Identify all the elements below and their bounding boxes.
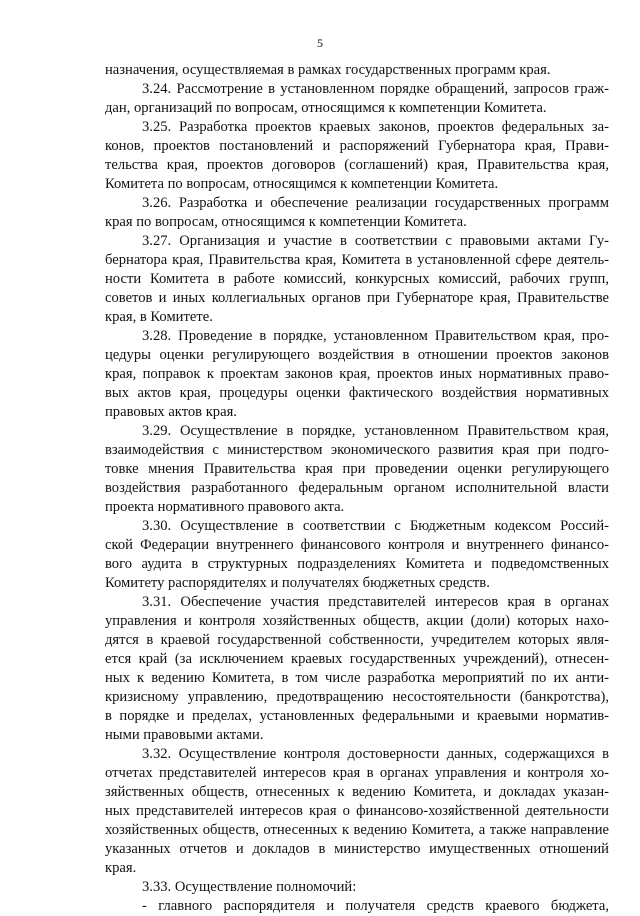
text-line: в порядке и пределах, установленных федеральными и краевыми норматив- xyxy=(105,708,609,724)
paragraph-first-line: 3.30. Осуществление в соответствии с Бюджетным кодексом Россий- xyxy=(142,518,609,534)
text-line: вых актов края, процедуры оценки фактического воздействия нормативных xyxy=(105,385,609,401)
text-line: Комитета по вопросам, относящимся к компетенции Комитета. xyxy=(105,176,499,192)
text-line: края, в Комитете. xyxy=(105,309,213,325)
paragraph-first-line: 3.27. Организация и участие в соответствии с правовыми актами Гу- xyxy=(142,233,609,249)
text-line: дан, организаций по вопросам, относящимся к компетенции Комитета. xyxy=(105,100,547,116)
paragraph-first-line: 3.25. Разработка проектов краевых законов, проектов федеральных за- xyxy=(142,119,609,135)
text-line: тельства края, проектов договоров (соглашений) края, Правительства края, xyxy=(105,157,609,173)
text-line: правовых актов края. xyxy=(105,404,237,420)
text-line: ных к ведению Комитета, в том числе разработка мероприятий по их анти- xyxy=(105,670,609,686)
text-line: кризисному управлению, предотвращению несостоятельности (банкротства), xyxy=(105,689,609,705)
text-line: ными правовыми актами. xyxy=(105,727,264,743)
paragraph-first-line: 3.29. Осуществление в порядке, установленном Правительством края, xyxy=(142,423,609,439)
paragraph-first-line: 3.33. Осуществление полномочий: xyxy=(142,879,357,895)
paragraph-first-line: 3.24. Рассмотрение в установленном порядке обращений, запросов граж- xyxy=(142,81,609,97)
text-line: края. xyxy=(105,860,137,876)
text-line: назначения, осуществляемая в рамках государственных программ края. xyxy=(105,62,551,78)
paragraph-first-line: 3.28. Проведение в порядке, установленном Правительством края, про- xyxy=(142,328,609,344)
text-line: хозяйственных обществ, отнесенных к ведению Комитета, а также направление xyxy=(105,822,609,838)
text-line: края по вопросам, относящимся к компетенции Комитета. xyxy=(105,214,467,230)
paragraph-first-line: 3.31. Обеспечение участия представителей интересов края в органах xyxy=(142,594,609,610)
paragraph-first-line: 3.26. Разработка и обеспечение реализации государственных программ xyxy=(142,195,609,211)
text-line: Комитету распорядителях и получателях бюджетных средств. xyxy=(105,575,490,591)
text-line: вого аудита в структурных подразделениях Комитета и подведомственных xyxy=(105,556,609,572)
page-number: 5 xyxy=(317,36,323,50)
text-line: управления и контроля хозяйственных обществ, акции (доли) которых нахо- xyxy=(105,613,609,629)
text-line: конов, проектов постановлений и распоряжений Губернатора края, Прави- xyxy=(105,138,609,154)
text-line: бернатора края, Правительства края, Комитета в установленной сфере деятель- xyxy=(105,252,609,268)
text-line: ется край (за исключением краевых государственных учреждений), отнесен- xyxy=(105,651,609,667)
text-line: отчетах представителей интересов края в органах управления и контроля хо- xyxy=(105,765,609,781)
text-line: воздействия разработанного федеральным органом исполнительной власти xyxy=(105,480,609,496)
text-line: взаимодействия с министерством экономического развития края при подго- xyxy=(105,442,609,458)
document-body xyxy=(105,61,609,916)
paragraph-first-line: - главного распорядителя и получателя средств краевого бюджета, xyxy=(142,898,609,914)
text-line: ных представителей интересов края о финансово-хозяйственной деятельности xyxy=(105,803,609,819)
text-line: товке мнения Правительства края при проведении оценки регулирующего xyxy=(105,461,609,477)
text-line: ности Комитета в работе комиссий, конкурсных комиссий, рабочих групп, xyxy=(105,271,609,287)
text-line: ской Федерации внутреннего финансового контроля и внутреннего финансо- xyxy=(105,537,609,553)
text-line: цедуры оценки регулирующего воздействия в отношении проектов законов xyxy=(105,347,609,363)
text-line: зяйственных обществ, отнесенных к ведению Комитета, и докладах указан- xyxy=(105,784,609,800)
text-line: края, поправок к проектам законов края, проектов иных нормативных право- xyxy=(105,366,609,382)
paragraph-first-line: 3.32. Осуществление контроля достоверности данных, содержащихся в xyxy=(142,746,609,762)
text-line: дятся в краевой государственной собственности, учредителем которых явля- xyxy=(105,632,609,648)
text-line: указанных отчетов и докладов в министерство имущественных отношений xyxy=(105,841,609,857)
text-line: советов и иных коллегиальных органов при Губернаторе края, Правительстве xyxy=(105,290,609,306)
text-line: проекта нормативного правового акта. xyxy=(105,499,345,515)
